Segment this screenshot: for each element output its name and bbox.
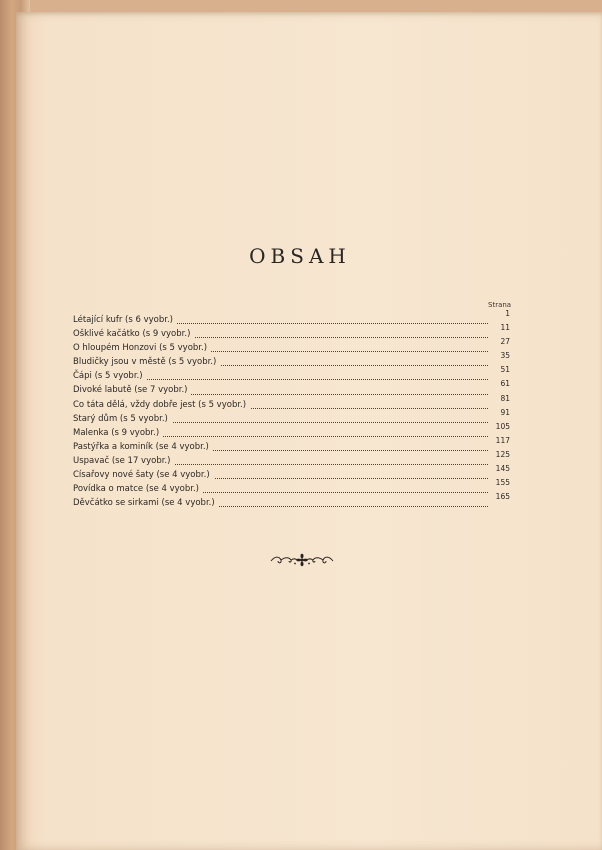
- toc-entry-page: 35: [500, 351, 510, 361]
- toc-entry-title: O hloupém Honzovi (s 5 vyobr.): [73, 341, 211, 355]
- toc-entry-page: 125: [495, 449, 510, 459]
- toc-entry-title: Uspavač (se 17 vyobr.): [73, 454, 174, 468]
- toc-entry-page: 117: [495, 435, 510, 445]
- toc-entry-title: Starý dům (s 5 vyobr.): [73, 412, 172, 426]
- toc-entry-page: 91: [500, 407, 510, 417]
- toc-entry: [73, 407, 510, 426]
- toc-entry: [73, 449, 510, 468]
- toc-entry-title: Ošklivé kačátko (s 9 vyobr.): [73, 327, 194, 341]
- toc-entry: [73, 351, 510, 369]
- toc-entry-title: Divoké labutě (se 7 vyobr.): [73, 383, 191, 397]
- toc-entry-title: Povídka o matce (se 4 vyobr.): [73, 482, 203, 496]
- toc-entry-title: Čápi (s 5 vyobr.): [73, 369, 147, 383]
- toc-entry-title: Děvčátko se sirkami (se 4 vyobr.): [73, 496, 219, 510]
- page-title: OBSAH: [249, 244, 351, 268]
- toc-entry: [73, 365, 510, 383]
- toc-entry-page: 145: [495, 464, 510, 474]
- floral-ornament-icon: [269, 553, 335, 567]
- toc-entry-title: Pastýřka a kominík (se 4 vyobr.): [73, 440, 213, 454]
- toc-entry-page: 155: [495, 478, 510, 488]
- toc-entry-page: 61: [500, 379, 510, 389]
- toc-entry-title: Létající kufr (s 6 vyobr.): [73, 313, 177, 327]
- toc-entry-page: 81: [500, 393, 510, 403]
- toc-entry-page: 105: [495, 421, 510, 431]
- toc-entry: [73, 323, 510, 341]
- table-of-contents: [73, 309, 510, 510]
- toc-entry-page: 51: [500, 365, 510, 375]
- toc-entry: [73, 309, 510, 327]
- toc-entry: [73, 435, 510, 454]
- toc-entry: [73, 337, 510, 355]
- toc-entry: [73, 379, 510, 397]
- toc-entry-title: Co táta dělá, vždy dobře jest (s 5 vyobr.): [73, 398, 250, 412]
- toc-entry: [73, 421, 510, 440]
- toc-entry-title: Císařovy nové šaty (se 4 vyobr.): [73, 468, 214, 482]
- toc-entry-title: Bludičky jsou v městě (s 5 vyobr.): [73, 355, 220, 369]
- toc-entry-page: 11: [500, 323, 510, 333]
- toc-entry: [73, 492, 510, 510]
- toc-entry-title: Malenka (s 9 vyobr.): [73, 426, 163, 440]
- book-page: [16, 12, 602, 850]
- page-column-label: Strana: [488, 301, 512, 309]
- toc-entry-page: 165: [495, 492, 510, 502]
- toc-entry: [73, 393, 510, 412]
- toc-entry: [73, 464, 510, 482]
- toc-entry: [73, 478, 510, 496]
- toc-entry-page: 1: [505, 309, 510, 318]
- toc-entry-page: 27: [500, 337, 510, 347]
